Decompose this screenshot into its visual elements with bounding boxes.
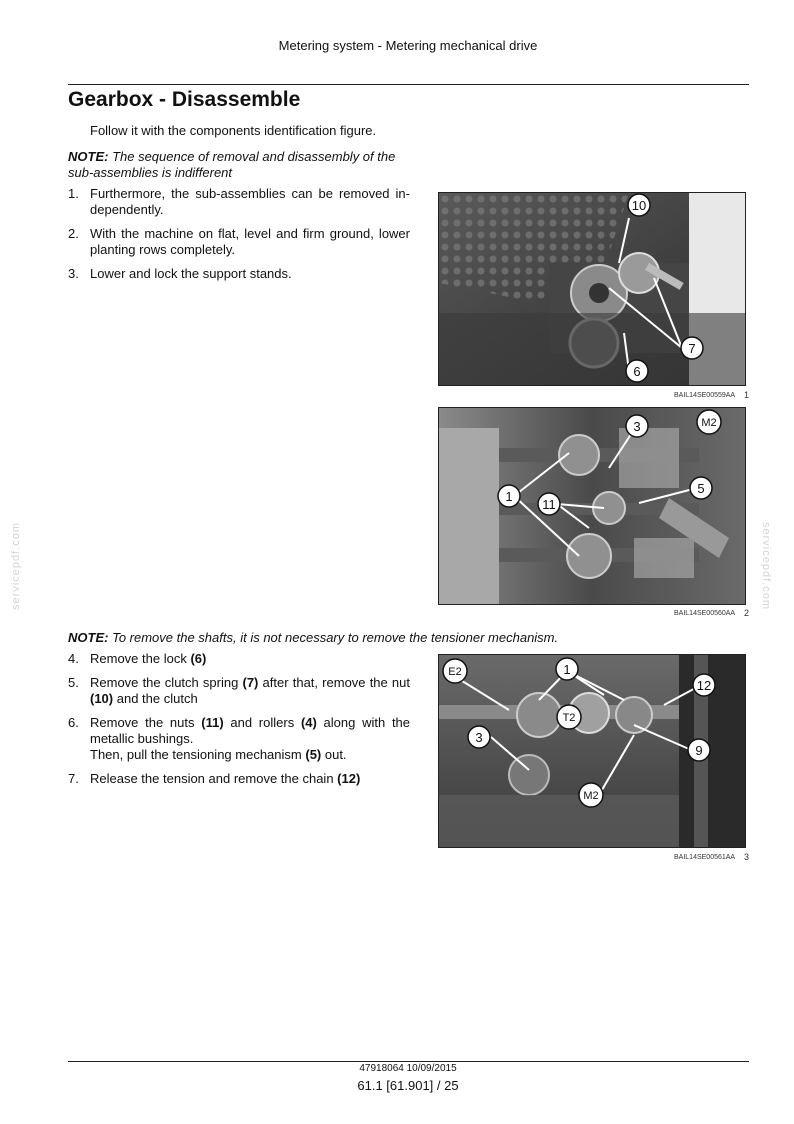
note-2 [68,630,748,646]
svg-text:M2: M2 [583,790,599,802]
step-item [68,186,410,218]
figure-1-code: BAIL14SE00559AA [674,392,736,399]
footer-rule [68,1061,749,1062]
figure-2-code: BAIL14SE00560AA [674,610,736,617]
part-reference: (10) [90,691,114,706]
svg-text:7: 7 [688,341,696,356]
step-number: 6. [68,715,79,730]
watermark-left: servicepdf.com [9,522,22,610]
note-text: To remove the shafts, it is not necessary to remove the tensioner mechanism. [108,630,559,645]
svg-text:11: 11 [542,497,556,512]
figure-3-number: 3 [744,852,750,862]
figure-3-photo [438,654,746,848]
step-number: 4. [68,651,79,666]
step-text: With the machine on flat, level and firm ground, lower planting rows completely. [90,226,410,257]
steps-list-a [68,186,410,290]
svg-text:E2: E2 [448,666,462,678]
watermark-right: servicepdf.com [759,522,772,610]
figure-3-code: BAIL14SE00561AA [674,854,736,861]
figure-1-photo [438,192,746,386]
svg-text:1: 1 [505,489,513,504]
svg-text:1: 1 [563,662,571,677]
part-reference: (6) [190,651,207,666]
page-title: Gearbox - Disassemble [68,88,301,111]
step-item [68,715,410,763]
step-item [68,771,410,787]
step-text: Release the tension and remove the chain [90,771,338,786]
part-reference: (4) [300,715,317,730]
part-reference: (7) [242,675,259,690]
step-item [68,266,410,282]
svg-text:10: 10 [631,198,647,213]
step-text: Then, pull the tensioning mechanism [90,747,306,762]
step-item [68,226,410,258]
svg-text:5: 5 [697,481,705,496]
callout-m2 [697,410,721,434]
callout-12 [693,674,715,696]
step-text: along with the metallic bushings. [90,715,411,746]
step-item [68,675,410,707]
part-reference: (11) [201,715,224,730]
footer-doc-code: 47918064 10/09/2015 [359,1063,457,1074]
running-header: Metering system - Metering mechanical drive [278,38,538,53]
callout-9 [688,739,710,761]
figure-2-photo [438,407,746,605]
note-text: The sequence of removal and disassembly of the sub-assemblies is indifferent [68,149,396,180]
svg-text:6: 6 [633,364,641,379]
step-text: and rollers [223,715,301,730]
step-text: after that, remove the nut [258,675,411,690]
figure-3-illustration [439,655,745,847]
steps-list-b [68,651,410,795]
step-text: Remove the clutch spring [90,675,243,690]
footer-page-number: 61.1 [61.901] / 25 [357,1078,459,1093]
step-text: Furthermore, the sub-assemblies can be removed in-dependently. [90,186,410,217]
header-rule [68,84,749,85]
part-reference: (12) [337,771,361,786]
callout-3 [626,415,648,437]
callout-11 [538,493,560,515]
step-text: Remove the lock [90,651,191,666]
callout-m2 [579,783,603,807]
step-text: Lower and lock the support stands. [90,266,292,281]
step-text: and the clutch [113,691,198,706]
svg-text:12: 12 [696,678,712,693]
figure-2-illustration [439,408,745,604]
note-1 [68,149,410,181]
step-number: 5. [68,675,79,690]
callout-t2 [557,705,581,729]
callout-e2 [443,659,467,683]
figure-2-number: 2 [744,608,750,618]
intro-text: Follow it with the components identification figure. [90,123,377,138]
step-item [68,651,410,667]
callout-10 [628,194,650,216]
callout-1 [556,658,578,680]
svg-text:M2: M2 [701,417,717,429]
figure-1-illustration [439,193,745,385]
svg-text:9: 9 [695,743,703,758]
callout-1 [498,485,520,507]
step-number: 3. [68,266,79,281]
callout-3 [468,726,490,748]
svg-text:3: 3 [633,419,641,434]
step-text: out. [321,747,347,762]
step-number: 2. [68,226,79,241]
step-text: Remove the nuts [90,715,202,730]
callout-5 [690,477,712,499]
note-label: NOTE: [68,630,109,645]
callout-7 [681,337,703,359]
figure-1-number: 1 [744,390,750,400]
step-number: 7. [68,771,79,786]
svg-text:T2: T2 [562,712,576,724]
callout-6 [626,360,648,382]
svg-text:3: 3 [475,730,483,745]
note-label: NOTE: [68,149,109,164]
part-reference: (5) [305,747,322,762]
step-number: 1. [68,186,79,201]
